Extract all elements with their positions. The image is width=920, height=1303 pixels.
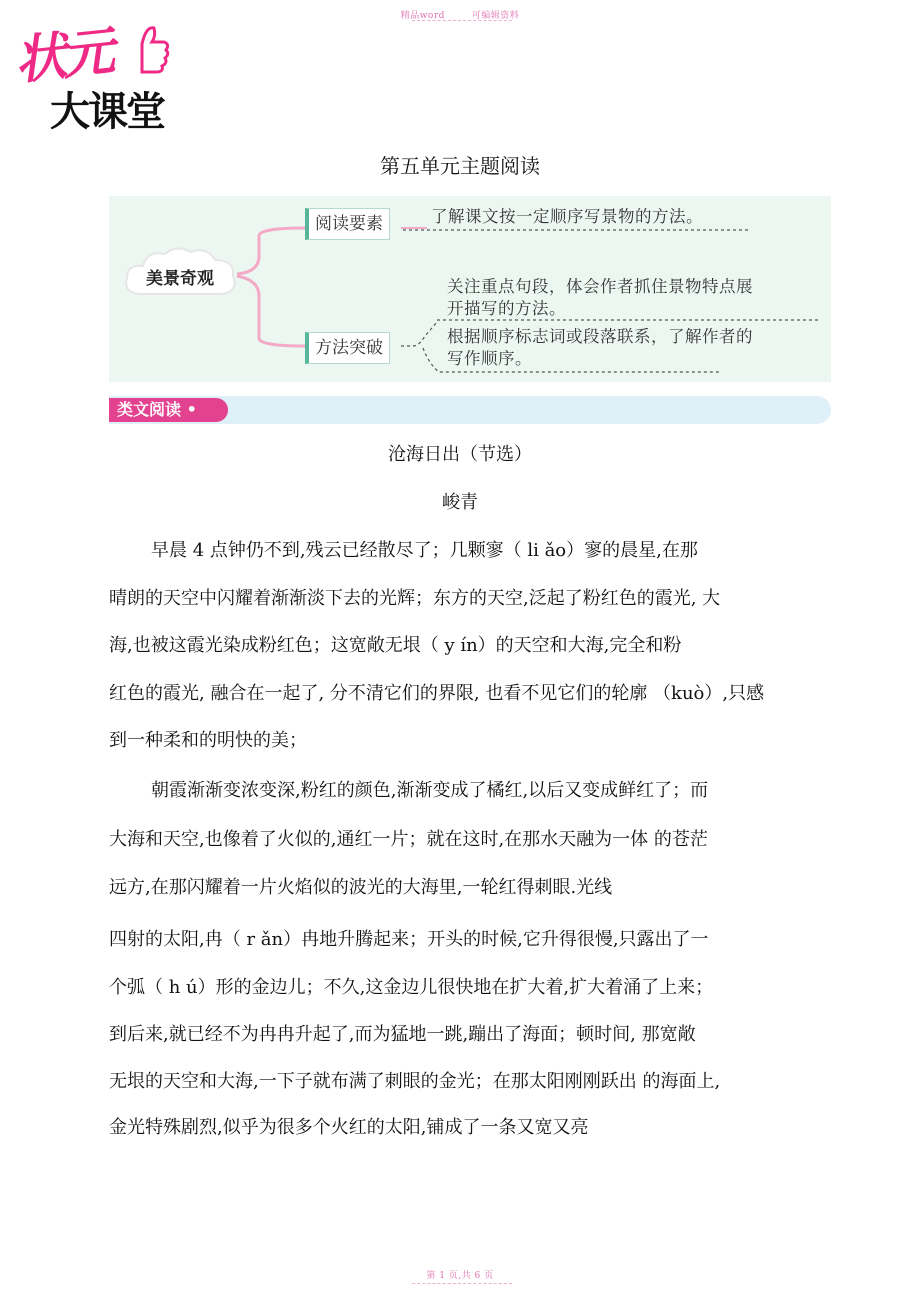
page-title: 第五单元主题阅读 <box>380 154 540 178</box>
footer-divider <box>412 1283 512 1284</box>
method-text-2b: 写作顺序。 <box>447 349 532 368</box>
article-line: 大海和天空,也像着了火似的,通红一片；就在这时,在那水天融为一体 的苍茫 <box>109 829 708 850</box>
header-divider <box>412 20 512 21</box>
reading-element-tag: 阅读要素 <box>305 208 390 240</box>
article-line: 晴朗的天空中闪耀着渐渐淡下去的光辉；东方的天空,泛起了粉红色的霞光, 大 <box>109 588 721 609</box>
article-line: 金光特殊剧烈,似乎为很多个火红的太阳,铺成了一条又宽又亮 <box>109 1117 589 1138</box>
article-author: 峻青 <box>442 492 478 513</box>
page-footer: 第 1 页,共 6 页 <box>426 1271 494 1281</box>
section-tag: 类文阅读 • <box>109 398 228 422</box>
brand-logo <box>11 14 194 136</box>
header-right: 可编辑资料 <box>471 11 520 21</box>
method-text-1b: 开描写的方法。 <box>447 299 566 318</box>
logo-top-text: 状元 <box>11 22 114 92</box>
logo-bottom-text: 大课堂 <box>50 89 164 135</box>
reading-element-text: 了解课文按一定顺序写景物的方法。 <box>431 207 703 226</box>
article-line: 海,也被这霞光染成粉红色；这宽敞无垠（ y ín）的天空和大海,完全和粉 <box>109 635 682 656</box>
article-line: 无垠的天空和大海,一下子就布满了刺眼的金光；在那太阳刚刚跃出 的海面上, <box>109 1071 721 1092</box>
article-line: 个弧（ h ú）形的金边儿；不久,这金边儿很快地在扩大着,扩大着涌了上来； <box>109 977 714 998</box>
thumbs-up-icon <box>136 22 170 78</box>
article-line: 朝霞渐渐变浓变深,粉红的颜色,渐渐变成了橘红,以后又变成鲜红了；而 <box>151 780 709 801</box>
article-line: 红色的霞光, 融合在一起了, 分不清它们的界限, 也看不见它们的轮廓 （kuò）,只感 <box>109 683 765 704</box>
article-line: 到后来,就已经不为冉冉升起了,而为猛地一跳,蹦出了海面；顿时间, 那宽敞 <box>109 1024 696 1045</box>
article-title: 沧海日出（节选） <box>388 444 532 465</box>
mind-map <box>109 196 831 382</box>
article-line: 早晨 4 点钟仍不到,残云已经散尽了；几颗寥（ li ǎo）寥的晨星,在那 <box>151 540 698 561</box>
method-text-2a: 根据顺序标志词或段落联系，了解作者的 <box>447 327 753 346</box>
method-tag: 方法突破 <box>305 332 390 364</box>
mind-map-center: 美景奇观 <box>146 269 214 289</box>
article-line: 到一种柔和的明快的美； <box>109 730 307 751</box>
article-line: 远方,在那闪耀着一片火焰似的波光的大海里,一轮红得刺眼.光线 <box>109 877 613 898</box>
header-left: 精品word <box>400 11 445 21</box>
method-text-1a: 关注重点句段，体会作者抓住景物特点展 <box>447 277 753 296</box>
article-line: 四射的太阳,冉（ r ǎn）冉地升腾起来；开头的时候,它升得很慢,只露出了一 <box>109 929 709 950</box>
